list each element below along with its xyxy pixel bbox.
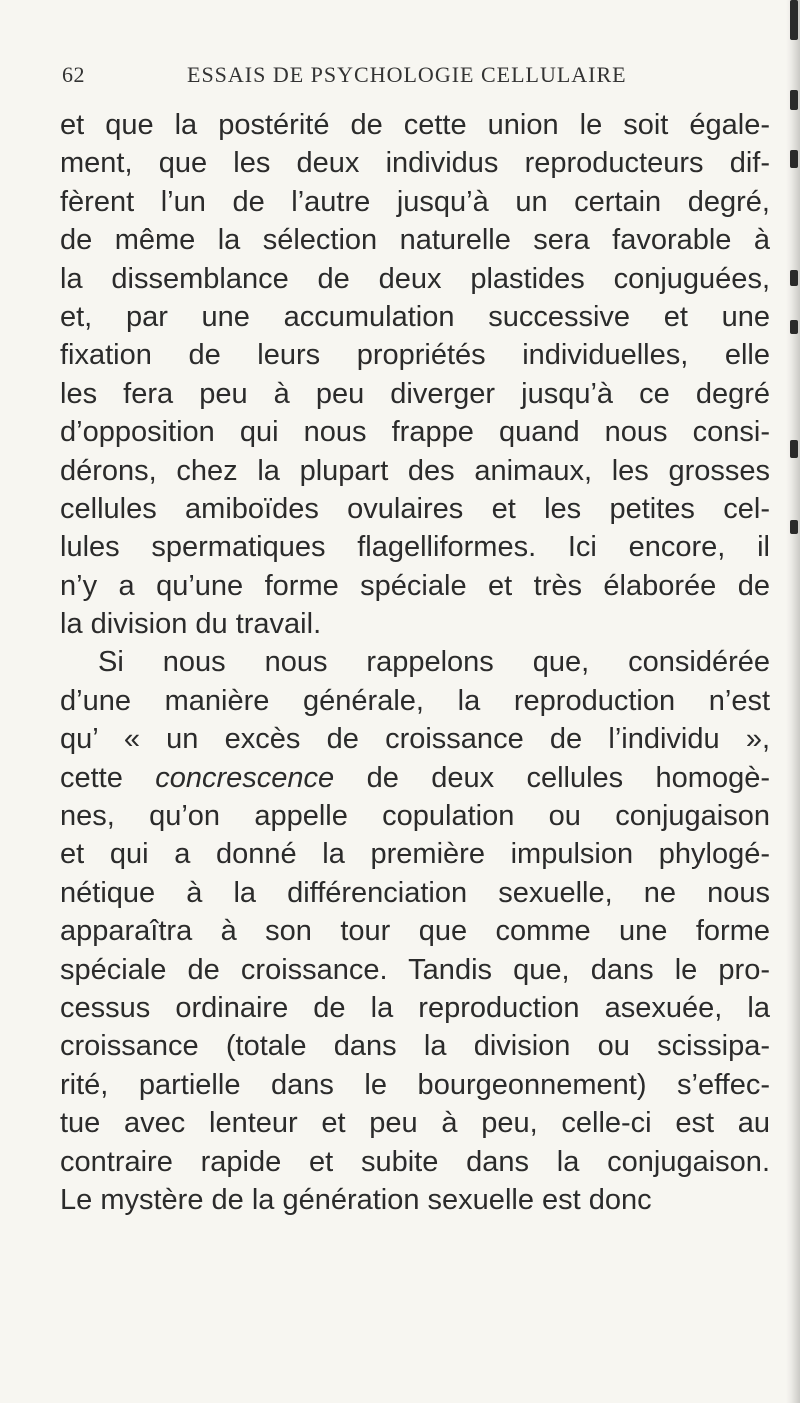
text-line: d’opposition qui nous frappe quand nous consi- [60, 416, 770, 449]
text-line-with-italic [60, 759, 770, 797]
text-line: apparaîtra à son tour que comme une forme [60, 915, 770, 948]
page-header [62, 62, 722, 92]
text-line: cellules amiboïdes ovulaires et les petites cel- [60, 492, 770, 525]
text-line: la division du travail. [60, 608, 322, 641]
page-number: 62 [62, 62, 85, 87]
text-line: et qui a donné la première impulsion phylogé- [60, 838, 770, 871]
text-line: croissance (totale dans la division ou scissipa- [60, 1030, 770, 1063]
text-line: la dissemblance de deux plastides conjuguées, [60, 262, 770, 295]
text-fragment: cette [60, 761, 123, 794]
italic-term: concrescence [155, 761, 335, 794]
text-line: de même la sélection naturelle sera favorable à [60, 224, 770, 257]
text-line: cessus ordinaire de la reproduction asexuée, la [60, 991, 770, 1024]
text-line: qu’ « un excès de croissance de l’individu », [60, 723, 770, 756]
page-edge-mark [790, 270, 798, 286]
text-line: n’y a qu’une forme spéciale et très élaborée de [60, 569, 770, 602]
text-line: contraire rapide et subite dans la conjugaison. [60, 1145, 770, 1178]
page-edge-shadow [786, 0, 800, 1403]
text-fragment: de deux cellules homogè- [366, 761, 770, 794]
text-line: et, par une accumulation successive et une [60, 300, 770, 333]
body-text [60, 106, 770, 1219]
text-line: rité, partielle dans le bourgeonnement) s’effec- [60, 1068, 770, 1101]
paragraph-first-line: Si nous nous rappelons que, considérée [98, 646, 770, 679]
text-line: nes, qu’on appelle copulation ou conjugaison [60, 800, 770, 833]
text-line: ment, que les deux individus reproducteurs dif- [60, 147, 770, 180]
text-line: nétique à la différenciation sexuelle, ne nous [60, 876, 770, 909]
text-line: fixation de leurs propriétés individuelles, elle [60, 339, 770, 372]
text-line: tue avec lenteur et peu à peu, celle-ci est au [60, 1107, 770, 1140]
page-edge-mark [790, 520, 798, 534]
page-edge-mark [790, 440, 798, 458]
text-line: lules spermatiques flagelliformes. Ici encore, il [60, 531, 770, 564]
text-line: dérons, chez la plupart des animaux, les grosses [60, 454, 770, 487]
page-edge-mark [790, 90, 798, 110]
text-line: les fera peu à peu diverger jusqu’à ce degré [60, 377, 770, 410]
text-line: Le mystère de la génération sexuelle est donc [60, 1183, 652, 1216]
text-line: et que la postérité de cette union le soit égale- [60, 109, 770, 141]
page-edge-mark [790, 320, 798, 334]
text-line: spéciale de croissance. Tandis que, dans le pro- [60, 953, 770, 986]
text-line: fèrent l’un de l’autre jusqu’à un certain degré, [60, 185, 770, 218]
text-line: d’une manière générale, la reproduction n’est [60, 684, 770, 717]
page-edge-mark [790, 0, 798, 40]
running-title: ESSAIS DE PSYCHOLOGIE CELLULAIRE [187, 62, 627, 87]
page-edge-mark [790, 150, 798, 168]
